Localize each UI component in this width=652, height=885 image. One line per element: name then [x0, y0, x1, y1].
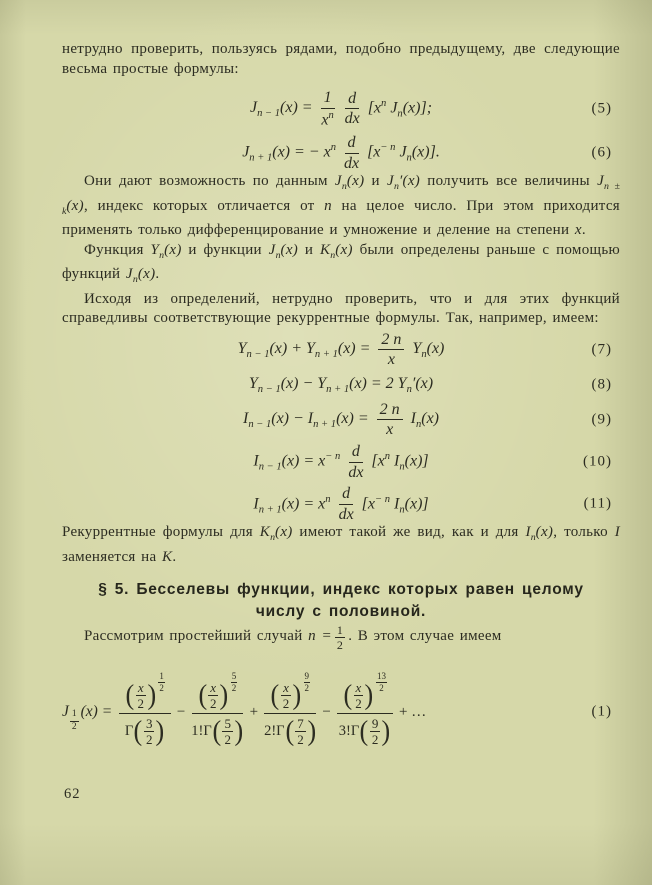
equation-number: (1) — [591, 703, 612, 720]
fraction-denominator: 2 — [282, 695, 290, 711]
text-run: . — [155, 266, 160, 283]
series-term-2 — [191, 670, 244, 748]
term-numerator — [264, 670, 316, 714]
text-run: Они дают возможность по данным — [84, 173, 335, 190]
formula-6 — [62, 134, 620, 172]
formula-5-lhs: $J_{n - 1}(x)$ = — [249, 98, 313, 120]
term-denominator — [191, 714, 243, 746]
fraction-numerator: 1 — [70, 710, 79, 722]
fraction-numerator: 2 n — [377, 401, 403, 421]
math-run: $J_n(x)$ — [125, 266, 156, 286]
fraction — [344, 134, 359, 172]
fraction-numerator: 2 n — [378, 331, 404, 351]
fraction-numerator: 13 — [377, 670, 386, 681]
fraction-numerator: 1 — [159, 670, 164, 681]
text-run: имеют такой же вид, как и для — [292, 524, 526, 541]
text-run: Рекуррентные формулы для — [62, 524, 260, 541]
math-run: I — [614, 524, 620, 541]
formula-10 — [62, 443, 620, 481]
equation-number: (9) — [591, 411, 612, 428]
fraction — [321, 89, 335, 129]
math-run: $J_n(x)$ — [268, 241, 299, 261]
math-run: $J_{n \pm k}(x)$ — [62, 173, 620, 217]
fraction-numerator: 3 — [145, 715, 153, 731]
formula-7 — [62, 331, 620, 369]
fraction — [370, 717, 381, 746]
fraction — [136, 681, 146, 710]
math-run: x — [574, 222, 582, 239]
exponent-fraction — [304, 672, 311, 693]
left-paren: ( — [125, 679, 135, 712]
formula-6-lhs: $J_{n + 1}(x)$ = − $x^n$ — [242, 142, 336, 164]
math-run: $Y_n(x)$ — [150, 241, 182, 261]
left-paren: ( — [133, 715, 143, 748]
fraction — [378, 331, 404, 369]
equation — [253, 443, 428, 481]
text-run: получить все величины — [420, 173, 598, 190]
right-paren: ) — [234, 715, 244, 748]
fraction-denominator: x — [386, 421, 394, 439]
math-run: $I_n(x)$ — [525, 524, 554, 544]
math-run: $J_n(x)$ — [334, 173, 365, 193]
gamma-symbol: Γ — [203, 722, 212, 739]
section-heading — [89, 579, 594, 623]
function-symbol: J — [62, 703, 69, 721]
exponent-fraction — [376, 672, 387, 693]
paragraph-recurrence-use — [62, 172, 620, 241]
formula-11-lhs: $I_{n + 1}(x) = x^n$ — [253, 493, 331, 516]
fraction-numerator: 1 — [321, 89, 335, 109]
fraction-denominator: 2 — [71, 721, 77, 732]
fraction-denominator: 2 — [145, 731, 153, 747]
text-run: , индекс которых отличается от — [83, 197, 325, 214]
right-paren: ) — [147, 679, 156, 712]
exponent-fraction — [158, 672, 165, 693]
left-paren: ( — [212, 715, 221, 748]
left-paren: ( — [198, 679, 207, 712]
math-run: $K_n(x)$ — [319, 241, 353, 261]
fraction-numerator: x — [210, 679, 217, 695]
factorial: 2! — [264, 722, 277, 739]
fraction-numerator: x — [283, 679, 289, 695]
formula-10-lhs: $I_{n - 1}(x) = x^{- n}$ — [253, 451, 341, 473]
equation-number: (7) — [591, 341, 612, 358]
fraction-denominator: 2 — [371, 731, 379, 747]
text-run: и функции — [181, 241, 269, 258]
term-numerator — [192, 670, 244, 714]
gamma-symbol: Γ — [350, 722, 360, 739]
series-term-4 — [337, 670, 393, 748]
fraction-denominator: 2 — [224, 731, 231, 747]
left-paren: ( — [270, 679, 280, 712]
paragraph-from-definitions — [62, 290, 620, 329]
paragraph-simplest-case — [62, 623, 620, 653]
text-run: Рассмотрим простейший случай — [84, 628, 303, 645]
equation-number: (6) — [591, 144, 612, 161]
fraction-denominator: 2 — [336, 638, 344, 653]
equation — [249, 375, 433, 395]
fraction-numerator: 5 — [231, 670, 237, 681]
right-paren: ) — [307, 715, 316, 748]
fraction-denominator: dx — [344, 110, 360, 128]
right-paren: ) — [219, 679, 229, 712]
series-term-3 — [264, 670, 316, 748]
left-paren: ( — [285, 715, 294, 748]
page-number: 62 — [64, 786, 81, 802]
formula-6-rhs: [$x^{- n}$ $J_n(x)$]. — [367, 142, 440, 164]
term-numerator — [337, 670, 393, 714]
fraction — [222, 717, 233, 746]
fraction-denominator: 2 — [379, 682, 384, 693]
text-run: нетрудно проверить, пользуясь рядами, подобно предыдущему, две следующие весьма простые формулы: — [62, 41, 620, 77]
equation-number: (5) — [591, 100, 612, 117]
fraction — [295, 717, 306, 746]
text-block — [62, 40, 620, 758]
series-term-1 — [119, 670, 171, 748]
fraction-denominator: 2 — [231, 682, 237, 693]
equation-number: (10) — [583, 453, 612, 470]
text-run: были определены раньше с помощью функций — [62, 241, 621, 283]
right-paren: ) — [155, 715, 165, 748]
text-run: . — [581, 222, 586, 239]
fraction-numerator: 9 — [304, 670, 310, 681]
term-denominator — [125, 714, 165, 746]
paragraph-k-functions — [62, 523, 620, 567]
formula-8-body: $Y_{n - 1}(x) - Y_{n + 1}(x) = 2$ $Y_n'(x)$ — [248, 374, 434, 395]
fraction-numerator: 7 — [297, 715, 304, 731]
exponent-fraction — [231, 672, 238, 693]
heading-text: § 5. Бесселевы функции, индекс которых равен целому числу с половиной. — [98, 581, 584, 621]
term-denominator — [264, 714, 316, 746]
fraction-denominator: 2 — [304, 682, 310, 693]
fraction-denominator: dx — [338, 505, 354, 523]
formula-10-rhs: [$x^n$ $I_n(x)$] — [371, 451, 429, 473]
fraction-denominator: x — [387, 351, 395, 369]
text-run: Функция — [84, 241, 151, 258]
math-run: $K_n(x)$ — [259, 524, 293, 544]
text-run: и — [298, 241, 320, 258]
gamma-symbol: Γ — [124, 722, 134, 739]
fraction-numerator: x — [355, 679, 362, 695]
formula-5 — [62, 89, 620, 129]
fraction-denominator: dx — [348, 463, 364, 481]
math-run: $J_n'(x)$ — [387, 173, 421, 193]
fraction — [348, 443, 363, 481]
fraction-denominator: 2 — [137, 695, 144, 711]
fraction — [377, 401, 403, 439]
fraction-numerator: 5 — [224, 715, 231, 731]
gamma-symbol: Γ — [276, 722, 285, 739]
fraction — [335, 624, 345, 651]
term-denominator — [339, 714, 391, 746]
equation — [243, 401, 439, 439]
fraction — [345, 90, 360, 128]
left-paren: ( — [343, 679, 353, 712]
formula-7-lhs: $Y_{n - 1}(x) + Y_{n + 1}(x)$ = — [237, 339, 371, 360]
formula-8 — [62, 371, 620, 399]
text-run: на целое число. При этом приходится применять только дифференцирование и умножение и деление на степени — [62, 197, 621, 239]
right-paren: ) — [364, 679, 374, 712]
text-run: и — [364, 173, 388, 190]
fraction-denominator: 2 — [297, 731, 304, 747]
equation — [238, 331, 445, 369]
subscript-fraction — [70, 710, 79, 732]
fraction-denominator: 2 — [355, 695, 362, 711]
text-run: Исходя из определений, нетрудно проверить, что и для этих функций справедливы соответствующие рекуррентные формулы. Так, например, имеем: — [62, 290, 620, 327]
equation-number: (11) — [583, 495, 612, 512]
fraction-numerator: x — [137, 679, 144, 695]
math-run: K — [162, 548, 173, 565]
fraction-denominator: 2 — [209, 695, 217, 711]
formula-5-rhs: [$x^n$ $J_n(x)$]; — [367, 98, 433, 120]
fraction — [144, 717, 155, 746]
factorial: 1! — [191, 722, 204, 739]
fraction-numerator: 9 — [371, 715, 379, 731]
fraction — [354, 681, 364, 710]
right-paren: ) — [381, 715, 391, 748]
fraction — [208, 681, 218, 710]
fraction-numerator: d — [345, 134, 359, 154]
equation — [250, 89, 432, 129]
equation — [253, 485, 428, 523]
series-operator: + … — [399, 703, 427, 720]
formula-9-lhs: $I_{n - 1}(x) - I_{n + 1}(x)$ = — [242, 409, 369, 431]
paragraph-function-defs — [62, 241, 620, 290]
term-numerator — [119, 670, 171, 714]
fraction-numerator: d — [345, 90, 359, 110]
formula-1-lhs — [62, 701, 113, 732]
series-operator: − — [322, 703, 331, 720]
fraction — [281, 681, 291, 710]
formula-11-rhs: [$x^{- n}$ $I_n(x)$] — [361, 493, 429, 516]
fraction — [339, 485, 354, 523]
math-run: n — [324, 197, 332, 214]
formula-9-rhs: $I_n(x)$ — [410, 409, 440, 431]
math-run: n = — [308, 628, 332, 645]
right-paren: ) — [292, 679, 302, 712]
fraction-numerator: 1 — [336, 623, 344, 638]
text-run: . В этом случае имеем — [348, 628, 502, 645]
text-run: заменяется на — [62, 548, 162, 565]
fraction-numerator: d — [349, 443, 363, 463]
fraction-denominator: $x^n$ — [321, 109, 334, 129]
fraction-denominator: 2 — [159, 682, 164, 693]
fraction-denominator: dx — [343, 154, 360, 172]
series-operator: + — [249, 703, 259, 720]
equation-number: (8) — [591, 376, 612, 393]
text-run: , только — [553, 524, 615, 541]
formula-11 — [62, 485, 620, 523]
formula-9 — [62, 401, 620, 439]
math-run: (x) = — [80, 703, 113, 721]
formula-7-rhs: $Y_n(x)$ — [412, 339, 445, 360]
fraction-numerator: d — [339, 485, 353, 505]
paragraph-intro — [62, 40, 620, 79]
equation — [242, 134, 440, 172]
factorial: 3! — [338, 722, 351, 739]
formula-1 — [62, 666, 620, 758]
text-run: . — [172, 548, 177, 565]
series-operator: − — [176, 703, 186, 720]
left-paren: ( — [359, 715, 369, 748]
